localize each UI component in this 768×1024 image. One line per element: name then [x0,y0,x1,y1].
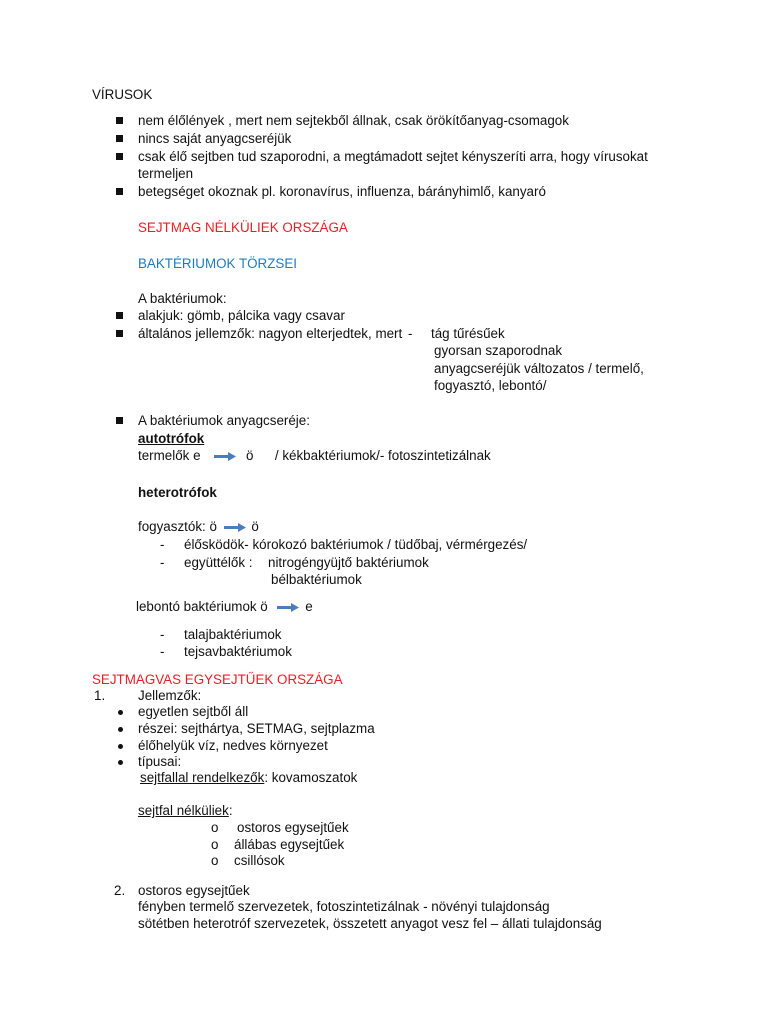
autotroph-line [138,448,491,464]
consumers-left: fogyasztók: ö [138,519,217,534]
page-title: VÍRUSOK [92,87,153,102]
decomposers-line [136,599,313,615]
square-bullet-icon [116,330,123,337]
dash: - [160,537,165,552]
square-bullet-icon [116,117,123,124]
round-bullet-icon [118,760,123,765]
trait-item: anyagcseréjük változatos / termelő, [434,361,644,376]
round-bullet-icon [118,727,123,732]
trait-item: tág tűrésűek [431,326,505,341]
list-item: betegséget okoznak pl. koronavírus, influenza, bárányhimlő, kanyaró [138,184,546,199]
circle-bullet-icon: o [211,820,219,835]
trait-item: gyorsan szaporodnak [434,343,563,358]
list-item: alakjuk: gömb, pálcika vagy csavar [138,308,345,323]
with-wall-label: sejtfallal rendelkezők [140,770,265,785]
list-number: 1. [94,688,106,703]
square-bullet-icon [116,153,123,160]
consumers-right: ö [251,519,259,534]
section-heading: SEJTMAGVAS EGYSEJTŰEK ORSZÁGA [92,672,343,687]
decomposer-item: talajbaktériumok [184,627,282,642]
feature-item: élőhelyük víz, nedves környezet [138,738,328,753]
section-heading: SEJTMAG NÉLKÜLIEK ORSZÁGA [138,220,348,235]
autotroph-mid: ö [245,448,254,463]
right-arrow-icon [277,603,299,612]
decomposer-item: tejsavbaktériumok [184,644,292,659]
square-bullet-icon [116,188,123,195]
symbiont-item: bélbaktériumok [271,572,362,587]
dash: - [408,326,413,341]
right-arrow-icon [214,452,236,461]
without-wall-line [138,803,233,819]
dash: - [160,627,165,642]
heterotroph-heading: heterotrófok [138,485,217,500]
decomposers-right: e [305,599,313,614]
square-bullet-icon [116,417,123,424]
list-number: 2. [114,883,126,898]
with-wall-line [140,770,357,786]
sublist-item: állábas egysejtűek [234,837,345,852]
without-wall-rest: : [228,803,233,818]
right-arrow-icon [224,523,246,532]
section-subheading: BAKTÉRIUMOK TÖRZSEI [138,256,297,271]
feature-item: részei: sejthártya, SETMAG, sejtplazma [138,721,375,736]
round-bullet-icon [118,744,123,749]
autotroph-right: / kékbaktériumok/- fotoszintetizálnak [274,448,491,463]
flagellate-title: ostoros egysejtűek [138,883,250,898]
dash: - [160,555,165,570]
autotroph-left: termelők e [138,448,201,463]
consumers-line [138,519,259,535]
list-item-continuation: termeljen [138,166,194,181]
round-bullet-icon [118,710,123,715]
flagellate-line: sötétben heterotróf szervezetek, összetett anyagot vesz fel – állati tulajdonság [138,916,602,931]
sublist-item: csillósok [234,853,285,868]
list-item: A baktériumok anyagcseréje: [138,413,310,428]
consumer-item: élősködök- kórokozó baktériumok / tüdőbaj, vérmérgezés/ [184,537,528,552]
feature-item: típusai: [138,754,182,769]
bacteria-intro: A baktériumok: [138,291,227,306]
without-wall-label: sejtfal nélküliek [138,803,229,818]
consumer-item: együttélők : [184,555,253,570]
square-bullet-icon [116,312,123,319]
decomposers-left: lebontó baktériumok ö [136,599,268,614]
with-wall-rest: : kovamoszatok [264,770,358,785]
square-bullet-icon [116,135,123,142]
autotroph-heading: autotrófok [138,431,205,446]
list-item: nincs saját anyagcseréjük [138,131,292,146]
features-title: Jellemzők: [138,688,202,703]
list-item: nem élőlények , mert nem sejtekből állnak, csak örökítőanyag-csomagok [138,113,569,128]
symbiont-item: nitrogéngyüjtő baktériumok [268,555,429,570]
feature-item: egyetlen sejtből áll [138,704,249,719]
sublist-item: ostoros egysejtűek [237,820,349,835]
list-item: általános jellemzők: nagyon elterjedtek, mert [138,326,403,341]
dash: - [160,644,165,659]
trait-item: fogyasztó, lebontó/ [434,378,547,393]
circle-bullet-icon: o [211,853,219,868]
flagellate-line: fényben termelő szervezetek, fotoszintetizálnak - növényi tulajdonság [138,899,550,914]
list-item: csak élő sejtben tud szaporodni, a megtámadott sejtet kényszeríti arra, hogy vírusokat [138,149,648,164]
circle-bullet-icon: o [211,837,219,852]
